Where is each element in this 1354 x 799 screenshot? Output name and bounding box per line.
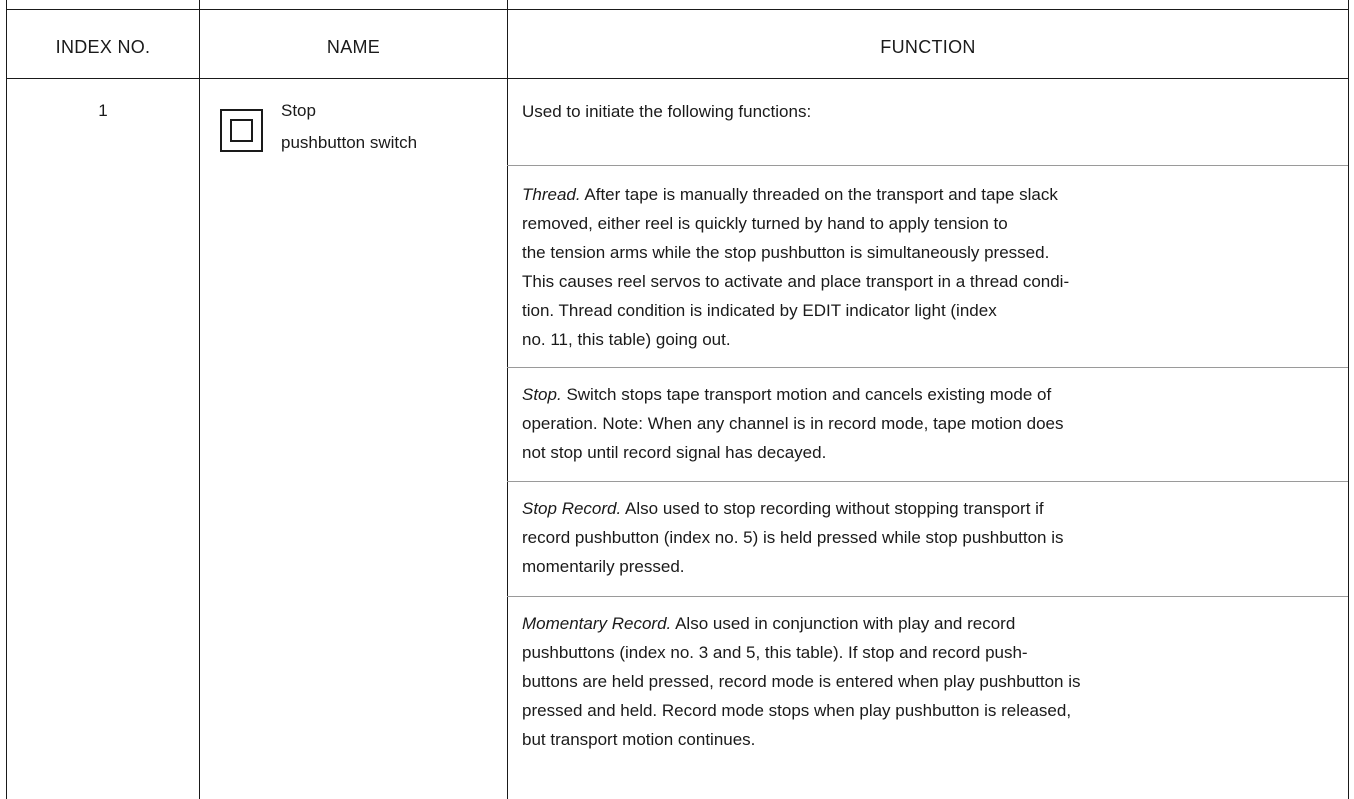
paragraph-line: but transport motion continues. (522, 730, 756, 749)
table-right-border (1348, 0, 1349, 799)
function-separator (507, 481, 1348, 482)
header-function: FUNCTION (880, 37, 976, 57)
stop-heading: Stop. (522, 385, 562, 404)
column-divider-name-function (507, 0, 508, 799)
function-intro-text: Used to initiate the following functions: (522, 102, 812, 121)
paragraph-line: buttons are held pressed, record mode is entered when play pushbutton is (522, 672, 1081, 691)
paragraph-line: the tension arms while the stop pushbutton is simultaneously pressed. (522, 243, 1050, 262)
paragraph-line: tion. Thread condition is indicated by EDIT indicator light (index (522, 301, 997, 320)
paragraph-line: record pushbutton (index no. 5) is held pressed while stop pushbutton is (522, 528, 1064, 547)
control-name-line2: pushbutton switch (281, 133, 418, 152)
paragraph-line: pushbuttons (index no. 3 and 5, this table). If stop and record push- (522, 643, 1028, 662)
function-momentary-record (522, 609, 1342, 754)
function-separator (507, 165, 1348, 166)
function-stop (522, 380, 1342, 467)
function-intro (522, 97, 1342, 126)
paragraph-line: Stop. Switch stops tape transport motion and cancels existing mode of (522, 385, 1052, 404)
row-index-number: 1 (98, 101, 108, 120)
paragraph-line: momentarily pressed. (522, 557, 685, 576)
header-bottom-border (6, 78, 1349, 79)
paragraph-line: This causes reel servos to activate and place transport in a thread condi- (522, 272, 1070, 291)
momentary-record-heading: Momentary Record. (522, 614, 672, 633)
paragraph-line: pressed and held. Record mode stops when play pushbutton is released, (522, 701, 1072, 720)
function-separator (507, 596, 1348, 597)
pushbutton-inner-square (230, 119, 253, 142)
table-top-border (6, 9, 1349, 10)
function-stop-record (522, 494, 1342, 581)
function-thread (522, 180, 1342, 354)
paragraph-line: Momentary Record. Also used in conjunction with play and record (522, 614, 1016, 633)
paragraph-line: no. 11, this table) going out. (522, 330, 731, 349)
paragraph-line: Stop Record. Also used to stop recording without stopping transport if (522, 499, 1044, 518)
paragraph-line: operation. Note: When any channel is in record mode, tape motion does (522, 414, 1064, 433)
control-name-line1: Stop (281, 101, 316, 120)
paragraph-line: removed, either reel is quickly turned by hand to apply tension to (522, 214, 1008, 233)
thread-heading: Thread. (522, 185, 581, 204)
paragraph-line: Thread. After tape is manually threaded on the transport and tape slack (522, 185, 1058, 204)
column-divider-index-name (199, 0, 200, 799)
header-name: NAME (326, 37, 381, 57)
header-index-no: INDEX NO. (55, 37, 151, 57)
square-pushbutton-icon[interactable] (220, 109, 263, 152)
function-separator (507, 367, 1348, 368)
paragraph-line: not stop until record signal has decayed. (522, 443, 827, 462)
stop-record-heading: Stop Record. (522, 499, 622, 518)
